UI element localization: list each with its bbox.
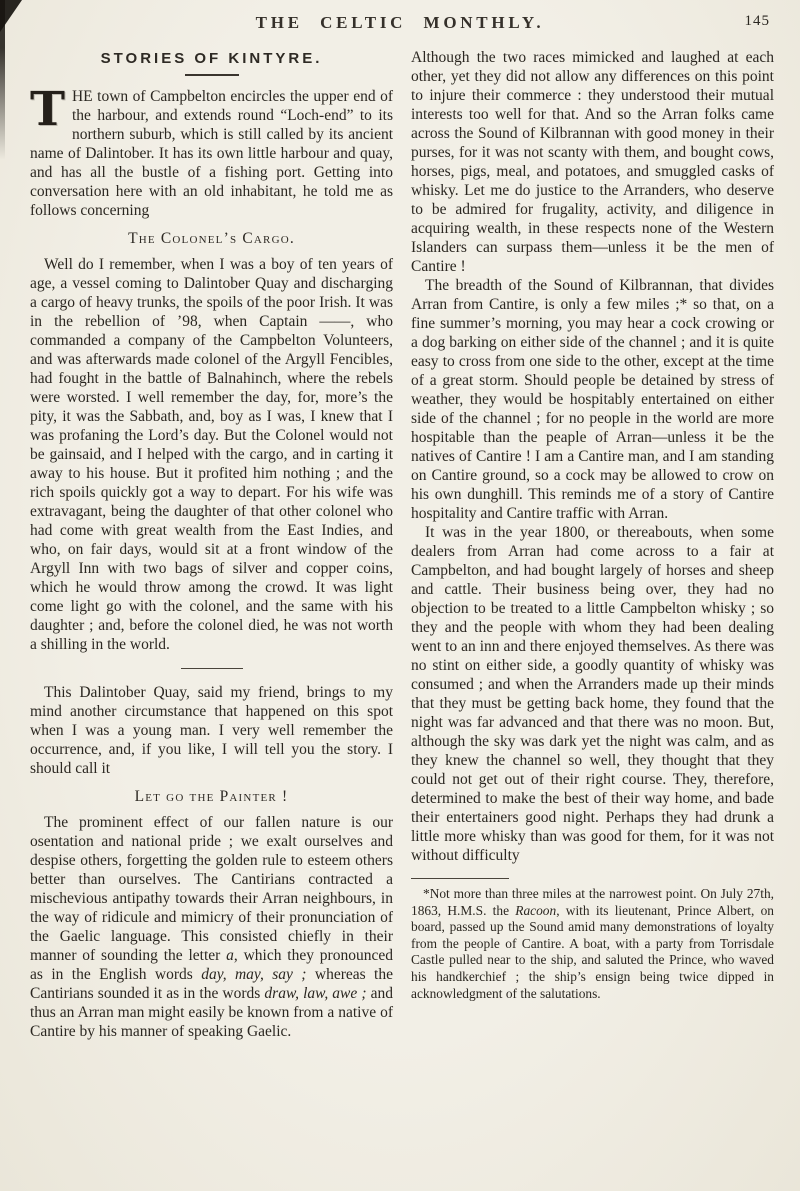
paragraph-part: , which they pronounced as in the English words [30,947,393,983]
right-column [411,48,774,1041]
paragraph-part: whereas the Cantirians sounded it as in the words [30,966,393,1002]
italic-word: a [226,947,234,964]
article-title: STORIES OF KINTYRE. [100,50,323,67]
paragraph-colonels-cargo: Well do I remember, when I was a boy of ten years of age, a vessel coming to Dalintober Quay and discharging a cargo of heavy trunks, the spoils of the poor Irish. It was in the rebellion of ’98, when Captain ——, who commanded a company of the Campbelton Volunteers, and was afterwards made colonel of the Argyll Fencibles, had fought in the battle of Balnahinch, where the rebels were worsted. I well remember the day, for, more’s the pity, it was the Sabbath, and, boy as I was, I knew that I was profaning the Lord’s day. But the Colonel would not be gainsaid, and I helped with the cargo, and in carting it away to his house. But it profited him nothing ; and the rich spoils quickly got a way to depart. For his wife was extravagant, being the daughter of that other colonel who had come with great wealth from the East Indies, and who, on fair days, would sit at a front window of the Argyll Inn with two bags of silver and copper coins, which he would throw among the crowd. It was light come light go with the colonel, and the same with his daughter ; and, before the colonel died, he was not worth a shilling in the world. [30,256,393,653]
italic-ship-name: Racoon [515,902,557,918]
section-divider [181,668,243,669]
paragraph-part: and thus an Arran man might easily be known from a native of Cantire by his manner of speaking Gaelic. [30,985,393,1040]
article-body [0,44,800,1041]
opening-text: HE town of Campbelton encircles the upper end of the harbour, and extends round “Loch-end” to its northern suburb, which is still called by its ancient name of Dalintober. It has its own little harbour and quay, and has all the bustle of a fishing port. Getting into conversation here with an old inhabitant, he told me as follows concerning [30,88,393,219]
footnote-rule [411,878,509,879]
italic-words: day, may, say ; [201,966,307,983]
section-heading-let-go-painter: Let go the Painter ! [134,788,289,805]
paragraph-commerce: Although the two races mimicked and laughed at each other, yet they did not allow any differences on this point to injure their commerce : they understood their mutual interests too well for that. And so the Arran folks came across the Sound of Kilbrannan with good money in their purses, for it was not scanty with them, and bought cows, horses, pigs, meal, and potatoes, and smuggled casks of whisky. Let me do justice to the Arranders, who deserve to be admired for frugality, activity, and diligence in acquiring wealth, in these respects none of the Western Islanders can surpass them—unless it be the men of Cantire ! [411,49,774,275]
paragraph-sound-of-kilbrannan: The breadth of the Sound of Kilbrannan, that divides Arran from Cantire, is only a few miles ;* so that, on a fine summer’s morning, you may hear a cock crowing or a dog barking on either side of the channel ; and it is quite easy to cross from one side to the other, except at the time of a great storm. Should people be detained by stress of weather, they would be hospitably entertained on either side of the channel ; for no people in the world are more hospitable than the peaple of Arran—unless it be the natives of Cantire ! I am a Cantire man, and I am standing on Cantire ground, so a cock may be allowed to crow on his own dunghill. This reminds me of a story of Cantire hospitality and Cantire traffic with Arran. [411,277,774,522]
paragraph-painter [30,813,393,1041]
drop-cap-initial: T [30,82,65,137]
journal-title: THE CELTIC MONTHLY. [255,13,545,32]
section-heading-colonels-cargo: The Colonel’s Cargo. [128,230,295,247]
footnote-part: , with its lieutenant, Prince Albert, on board, passed up the Sound amid many demonstrations of loyalty from the people of Cantire. A boat, with a party from Torrisdale Castle pulled near to the ship, and saluted the Prince, who waved his handkerchief ; the ship’s ensign being twice dipped in acknowledgment of the salutations. [411,902,774,1001]
footnote [411,886,774,1002]
title-rule [185,74,239,76]
paragraph-year-1800: It was in the year 1800, or thereabouts, when some dealers from Arran had come across to a fair at Campbelton, and had bought largely of horses and sheep and cattle. Their business being over, they had no objection to be treated to a little Campbelton whisky ; so they and the people with whom they had been dealing went to an inn and there enjoyed themselves. As there was no stint on either side, a goodly quantity of whisky was consumed ; and when the Arranders made up their minds that they must be getting back home, they found that the night was far advanced and that there was no moon. But, although the sky was dark yet the night was calm, and as they knew the channel so well, they thought that they could not get out of their right course. They, therefore, determined to make the best of their way home, and bade their entertainers good night. Perhaps they had drunk a little more whisky than was good for them, for it was not without difficulty [411,524,774,864]
italic-words: draw, law, awe ; [264,985,367,1002]
paragraph-part: The prominent effect of our fallen nature is our osentation and national pride ; we exalt ourselves and despise others, forgetting the golden rule to esteem others better than ourselves. The Cantirians contracted a mischevious antipathy towards their Arran neighbours, in the way of ridicule and mimicry of their pronunciation of the Gaelic language. This consisted chiefly in their manner of sounding the letter [30,814,393,964]
page-number: 145 [744,13,770,29]
left-column [30,48,393,1041]
footnote-part: *Not more than three miles at the narrowest point. On July 27th, 1863, H.M.S. the [411,886,774,918]
opening-paragraph [30,82,393,220]
page-header [0,0,800,44]
paragraph-dalintober-quay: This Dalintober Quay, said my friend, brings to my mind another circumstance that happened on this spot when I was a young man. I very well remember the occurrence, and, if you like, I will tell you the story. I should call it [30,684,393,777]
